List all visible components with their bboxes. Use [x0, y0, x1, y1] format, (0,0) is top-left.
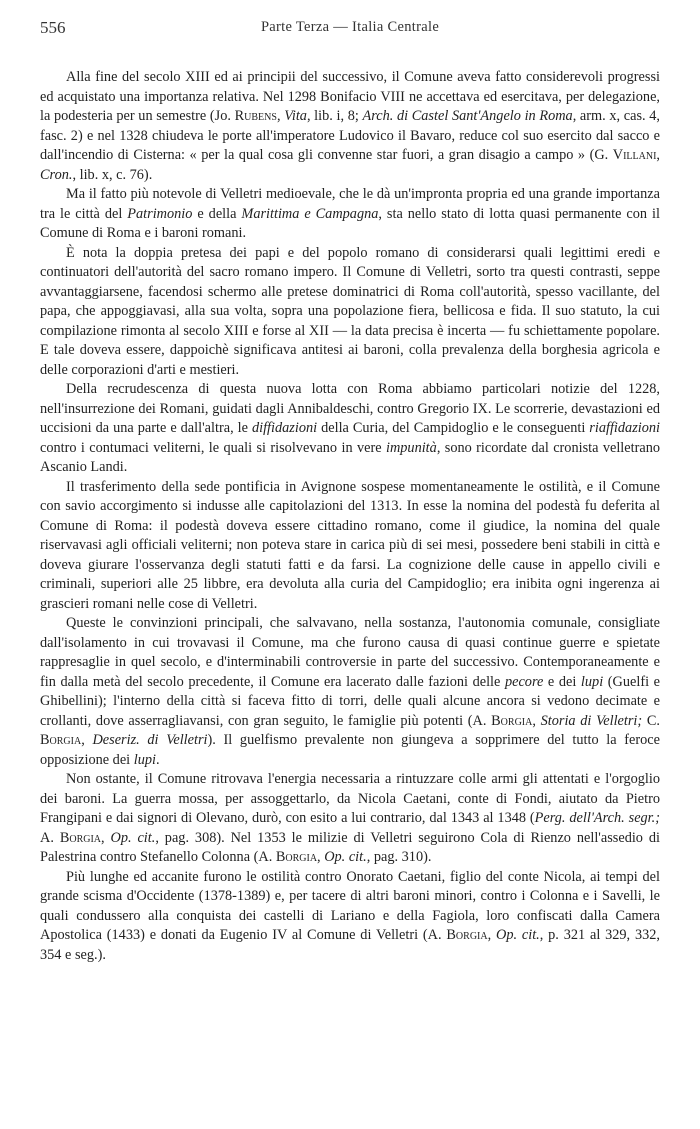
- paragraph: [40, 478, 660, 615]
- text-run: ,: [656, 147, 660, 163]
- text-run: , pag. 310).: [366, 849, 432, 865]
- text-run: , arm. x, cas. 4, fasc. 2) e nel 1328 chiudeva le porte all'imperatore Ludovico il Bavaro, reduce col suo esercito dal sacco e dall'incendio di Cisterna: « per la qual cosa gli convenne star fuori, a gran disagio a campo » (G.: [40, 108, 660, 163]
- text-run: È nota la doppia pretesa dei papi e del popolo romano di considerarsi quali legittimi eredi e continuatori dell'autorità del sacro romano impero. Il Comune di Velletri, sorto tra questi contrasti, seppe avvantaggiarsene, facendosi schermo alle pretese dominatrici di Roma coll'autorità, spesso vacillante, del papa, che appoggiavasi, alla sua volta, sopra una popolazione fiera, bellicosa e fida. Il suo statuto, la cui compilazione rimonta al secolo XIII e forse al XII — la data precisa è incerta — fu schiettamente popolare. E tale doveva essere, dappoichè significava antitesi ai baroni, colla prevalenza della borghesia agricola e delle corporazioni d'arti e mestieri.: [40, 244, 660, 378]
- text-run: , lib. i, 8;: [306, 108, 363, 124]
- text-run: Alla fine del secolo XIII ed ai principii del successivo, il Comune aveva fatto considerevoli progressi ed acquistato una importanza relativa. Nel 1298 Bonifacio VIII ne accettava ed esercitava, per delegazione, la podesteria per un semestre (Jo.: [40, 69, 660, 124]
- italic-text: impunità: [385, 439, 437, 456]
- italic-text: lupi: [580, 673, 604, 690]
- text-run: e dei: [543, 673, 581, 690]
- page-number: 556: [40, 18, 66, 37]
- text-run: della Curia, del Campidoglio e le conseguenti: [317, 420, 590, 436]
- text-run: Il trasferimento della sede pontificia in Avignone sospese momentaneamente le ostilità, e il Comune con savio accorgimento si indusse alle capitolazioni del 1313. In esse la nomina del podestà fu deferita al Comune di Roma: il podestà doveva essere cittadino romano, come il giudice, la nomina del quale riservavasi agli officiali veliterni; non poteva stare in carica più di sei mesi, possedere beni stabili in città e doveva giurare l'osservanza degli statuti fatti e da farsi. La cognizione delle cause in appello civili e criminali, superiori alle 25 libbre, era devoluta alla curia del Campidoglio; era inibita ogni ingerenza ai grascieri romani nelle cose di Velletri.: [40, 478, 660, 612]
- paragraph: [40, 868, 660, 966]
- paragraph: [40, 614, 660, 770]
- italic-text: riaffidazioni: [589, 420, 660, 436]
- paragraph: [40, 380, 660, 478]
- italic-text: Op. cit.: [496, 927, 540, 943]
- text-run: , pag. 308). Nel 1353 le milizie di Velletri seguirono Cola di Rienzo nell'assedio di Palestrina contro Stefanello Colonna (A.: [40, 829, 660, 865]
- italic-text: Storia di Velletri;: [540, 712, 643, 729]
- italic-text: Perg. dell'Arch. segr.;: [534, 810, 660, 826]
- italic-text: Marittima e Campagna: [241, 205, 379, 222]
- italic-text: Arch. di Castel Sant'Angelo in Roma: [362, 108, 573, 124]
- author-name: Villani: [612, 147, 657, 163]
- paragraph: [40, 770, 660, 868]
- text-run: ,: [317, 849, 325, 865]
- author-name: Borgia: [40, 732, 82, 748]
- text-run: , sta nello stato di lotta quasi permanente con il Comune di Roma e i baroni romani.: [40, 205, 660, 241]
- text-run: , sono ricordate dal cronista velletrano Ascanio Landi.: [40, 439, 660, 475]
- text-run: C.: [642, 712, 660, 729]
- text-run: contro i contumaci veliterni, le quali si risolvevano in vere: [40, 439, 386, 456]
- author-name: Borgia: [59, 829, 102, 846]
- italic-text: Vita: [284, 108, 307, 124]
- paragraph: [40, 68, 660, 185]
- page-header: [40, 18, 660, 42]
- text-run: ,: [81, 732, 93, 748]
- italic-text: Op. cit.: [324, 849, 367, 865]
- italic-text: lupi: [133, 751, 156, 768]
- paragraph: [40, 244, 660, 381]
- text-run: e della: [192, 205, 242, 222]
- text-run: (Guelfi e Ghibellini); l'interno della città si faceva fitto di torri, delle quali alcune ancora si vedono decimate e crollanti, dove asserragliavansi, con gran seguito, le famiglie più potenti (A.: [40, 673, 660, 729]
- author-name: Borgia: [275, 849, 318, 865]
- italic-text: Deseriz. di Velletri: [92, 732, 208, 748]
- italic-text: Patrimonio: [127, 205, 193, 222]
- text-run: A.: [40, 829, 60, 846]
- author-name: Borgia: [446, 927, 488, 943]
- text-run: , lib. x, c. 76).: [72, 166, 153, 183]
- author-name: Rubens: [234, 108, 277, 124]
- italic-text: diffidazioni: [251, 420, 318, 436]
- text-run: Non ostante, il Comune ritrovava l'energia necessaria a rintuzzare colle armi gli attentati e l'orgoglio dei baroni. La guerra mossa, per assoggettarlo, da Nicola Caetani, conte di Fondi, aiutato da Pietro Frangipani e dai signori di Olevano, durò, con esito a lui contrario, dal 1343 al 1348 (: [40, 771, 660, 826]
- text-run: ,: [532, 712, 541, 729]
- text-run: Della recrudescenza di questa nuova lotta con Roma abbiamo particolari notizie del 1228, nell'insurrezione dei Romani, guidati dagli Annibaldeschi, contro Gregorio IX. Le scorrerie, devastazioni ed uccisioni da una parte e dall'altra, le: [40, 381, 660, 436]
- text-run: ,: [276, 108, 285, 124]
- text-run: .: [155, 751, 160, 768]
- italic-text: Op. cit.: [110, 829, 156, 846]
- running-title: Parte Terza — Italia Centrale: [260, 19, 440, 35]
- paragraph: [40, 185, 660, 244]
- text-run: Queste le convinzioni principali, che salvavano, nella sostanza, l'autonomia comunale, consigliate dall'isolamento in cui trovavasi il Comune, ma che furono causa di quasi continue guerre e spietate rappresaglie in quel secolo, e d'interminabili controversie in parte del successivo. Contemporaneamente e fin dalla metà del secolo precedente, il Comune era lacerato dalle fazioni delle: [40, 615, 660, 690]
- italic-text: Cron.: [40, 166, 73, 183]
- text-run: Ma il fatto più notevole di Velletri medioevale, che le dà un'impronta propria ed una grande importanza tra le città del: [40, 186, 660, 222]
- text-run: , p. 321 al 329, 332, 354 e seg.).: [40, 927, 660, 963]
- text-run: Più lunghe ed accanite furono le ostilità contro Onorato Caetani, figlio del conte Nicola, ai tempi del grande scisma d'Occidente (1378-1389) e, per tacere di altri baroni minori, contro i Colonna e i Savelli, le quali condussero alla conquista dei castelli di Lariano e della Fagiola, loro confiscati dalla Camera Apostolica (1433) e donati da Eugenio IV al Comune di Velletri (A.: [40, 868, 660, 943]
- author-name: Borgia: [491, 712, 533, 729]
- body-text: [40, 68, 660, 965]
- text-run: ,: [101, 829, 111, 846]
- italic-text: pecore: [504, 673, 544, 690]
- text-run: ). Il guelfismo prevalente non giungeva a sopprimere del tutto la feroce opposizione dei: [40, 732, 660, 768]
- text-run: ,: [487, 927, 496, 943]
